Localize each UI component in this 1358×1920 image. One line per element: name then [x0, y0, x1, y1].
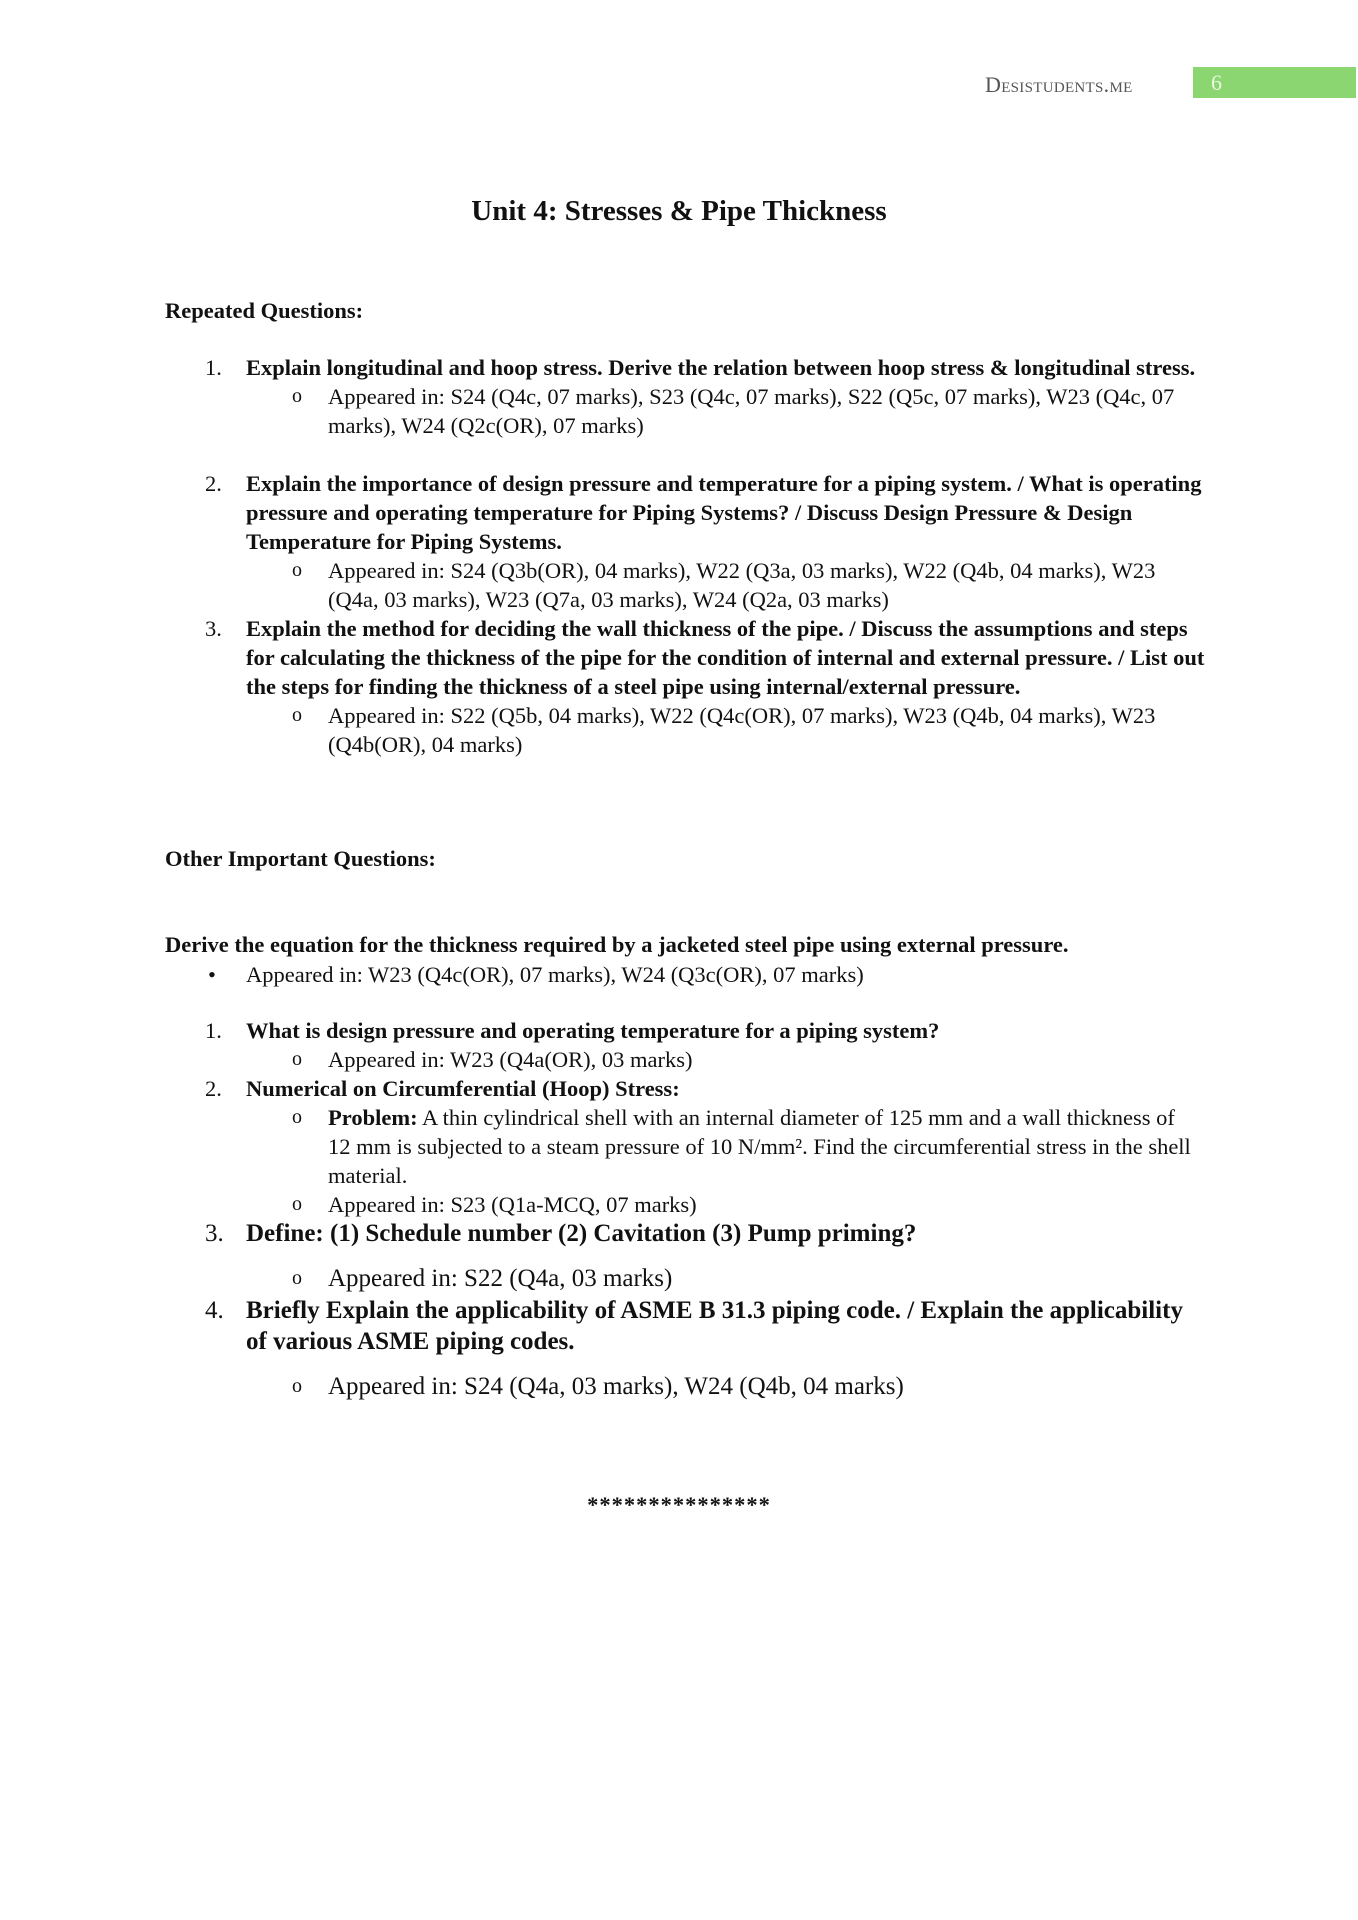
bullet-icon: •	[208, 962, 216, 987]
appeared-in	[292, 382, 1205, 440]
list-item	[205, 353, 1205, 440]
item-number: 1.	[205, 1018, 222, 1043]
list-item	[205, 1218, 1205, 1294]
sub-bullet-icon: o	[292, 1193, 302, 1215]
appeared-text: Appeared in: W23 (Q4c(OR), 07 marks), W24 (Q3c(OR), 07 marks)	[246, 962, 864, 987]
list-item	[205, 1016, 1205, 1074]
page-title: Unit 4: Stresses & Pipe Thickness	[471, 195, 887, 227]
section-heading-repeated: Repeated Questions:	[165, 298, 364, 323]
site-brand: Desistudents.me	[985, 72, 1133, 97]
question-text: Numerical on Circumferential (Hoop) Stress:	[246, 1076, 680, 1101]
sub-bullet-icon: o	[292, 1048, 302, 1070]
appeared-in	[292, 556, 1205, 614]
appeared-in	[292, 1045, 1205, 1074]
question-text: Briefly Explain the applicability of ASME B 31.3 piping code. / Explain the applicability of various ASME piping codes.	[246, 1297, 1183, 1355]
item-number: 3.	[205, 1220, 224, 1247]
list-item	[205, 614, 1205, 759]
problem-label: Problem:	[328, 1105, 418, 1130]
problem-text: A thin cylindrical shell with an internal diameter of 125 mm and a wall thickness of 12 mm is subjected to a steam pressure of 10 N/mm². Find the circumferential stress in the shell material.	[328, 1105, 1191, 1188]
appeared-text: Appeared in: S24 (Q3b(OR), 04 marks), W22 (Q3a, 03 marks), W22 (Q4b, 04 marks), W23 (Q4a, 03 marks), W23 (Q7a, 03 marks), W24 (Q2a, 03 marks)	[328, 558, 1156, 612]
item-number: 4.	[205, 1297, 224, 1324]
sub-bullet-icon: o	[292, 559, 302, 581]
appeared-in	[292, 1190, 1205, 1219]
appeared-text: Appeared in: S24 (Q4c, 07 marks), S23 (Q4c, 07 marks), S22 (Q5c, 07 marks), W23 (Q4c, 07 marks), W24 (Q2c(OR), 07 marks)	[328, 384, 1175, 438]
list-item	[205, 1074, 1205, 1219]
list-item	[205, 1295, 1205, 1402]
page-number-badge: 6	[1193, 67, 1356, 98]
appeared-in	[292, 701, 1205, 759]
item-number: 1.	[205, 355, 222, 380]
item-number: 2.	[205, 1076, 222, 1101]
item-number: 2.	[205, 471, 222, 496]
list-item	[205, 469, 1205, 614]
problem	[292, 1103, 1198, 1190]
item-number: 3.	[205, 616, 222, 641]
sub-bullet-icon: o	[292, 1106, 302, 1128]
sub-bullet-icon: o	[292, 1375, 302, 1397]
question-text: Explain the importance of design pressure and temperature for a piping system. / What is operating pressure and operating temperature for Piping Systems? / Discuss Design Pressure & Design Temperature for Piping Systems.	[246, 471, 1202, 554]
footer-separator: ***************	[587, 1492, 771, 1517]
appeared-text: Appeared in: W23 (Q4a(OR), 03 marks)	[328, 1047, 693, 1072]
appeared-text: Appeared in: S22 (Q5b, 04 marks), W22 (Q4c(OR), 07 marks), W23 (Q4b, 04 marks), W23 (Q4b(OR), 04 marks)	[328, 703, 1156, 757]
sub-bullet-icon: o	[292, 385, 302, 407]
appeared-text: Appeared in: S23 (Q1a-MCQ, 07 marks)	[328, 1192, 697, 1217]
question-text: What is design pressure and operating temperature for a piping system?	[246, 1018, 940, 1043]
appeared-text: Appeared in: S24 (Q4a, 03 marks), W24 (Q4b, 04 marks)	[328, 1373, 904, 1400]
question-text: Define: (1) Schedule number (2) Cavitation (3) Pump priming?	[246, 1220, 917, 1247]
standalone-question: Derive the equation for the thickness required by a jacketed steel pipe using external pressure.	[165, 932, 1069, 957]
question-text: Explain the method for deciding the wall thickness of the pipe. / Discuss the assumptions and steps for calculating the thickness of the pipe for the condition of internal and external pressure. / List out the steps for finding the thickness of a steel pipe using internal/external pressure.	[246, 616, 1205, 699]
sub-bullet-icon: o	[292, 704, 302, 726]
section-heading-other: Other Important Questions:	[165, 846, 436, 871]
appeared-text: Appeared in: S22 (Q4a, 03 marks)	[328, 1265, 673, 1292]
standalone-appeared	[208, 960, 864, 989]
question-text: Explain longitudinal and hoop stress. Derive the relation between hoop stress & longitudinal stress.	[246, 355, 1196, 380]
appeared-in	[292, 1263, 1205, 1294]
appeared-in	[292, 1371, 1205, 1402]
sub-bullet-icon: o	[292, 1267, 302, 1289]
